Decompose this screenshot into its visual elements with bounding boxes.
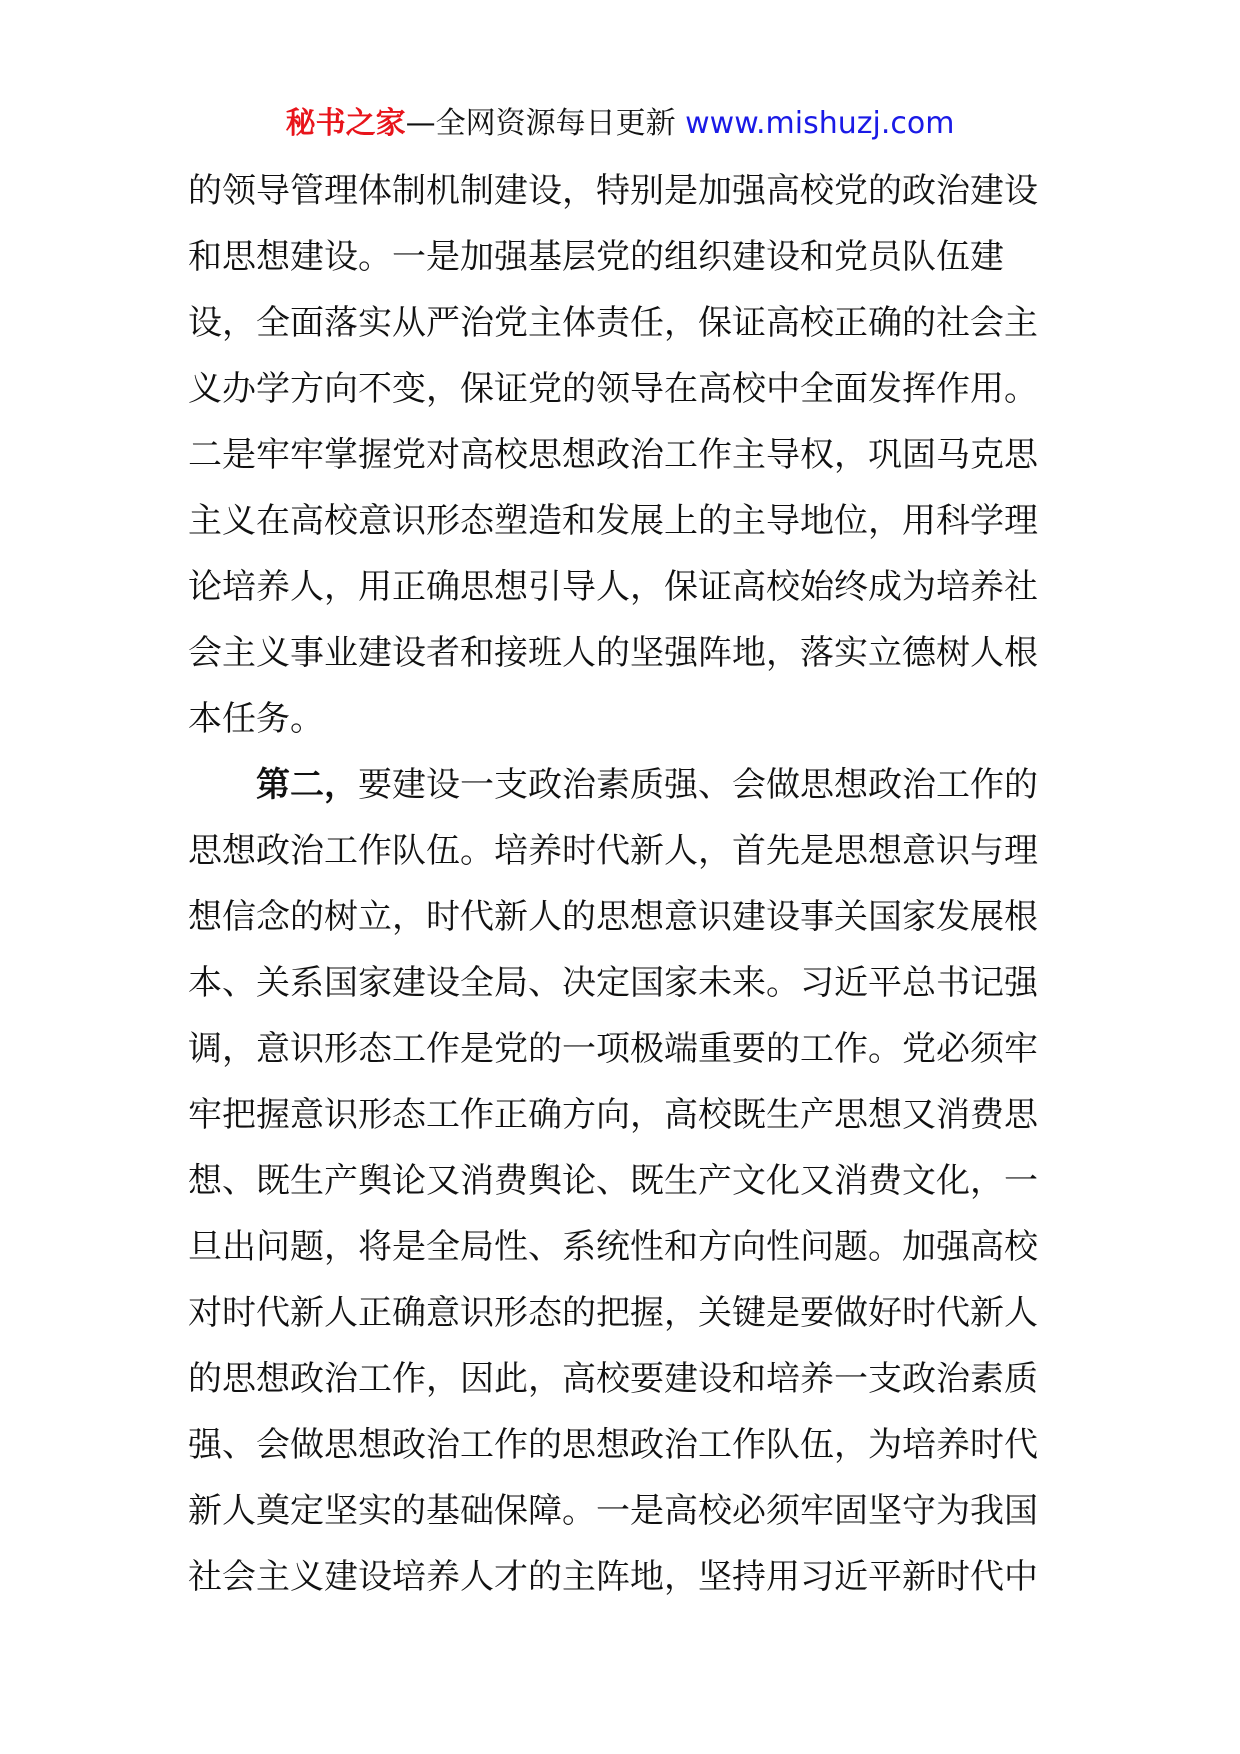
text-line: 新人奠定坚实的基础保障。一是高校必须牢固坚守为我国 <box>188 1491 1038 1531</box>
text-line: 想、既生产舆论又消费舆论、既生产文化又消费文化，一 <box>188 1161 1038 1201</box>
text-line: 论培养人，用正确思想引导人，保证高校始终成为培养社 <box>188 567 1038 607</box>
document-body <box>188 158 1056 1610</box>
header-tagline: —全网资源每日更新 <box>405 106 686 141</box>
paragraph-1 <box>188 158 1056 752</box>
text-line-first <box>188 752 1056 818</box>
text-line: 想信念的树立，时代新人的思想意识建设事关国家发展根 <box>188 897 1038 937</box>
brand-name: 秘书之家 <box>285 106 406 141</box>
text-line: 调，意识形态工作是党的一项极端重要的工作。党必须牢 <box>188 1029 1038 1069</box>
text-line: 牢把握意识形态工作正确方向，高校既生产思想又消费思 <box>188 1095 1038 1135</box>
text-line: 本任务。 <box>188 699 324 739</box>
site-url-link[interactable]: www.mishuzj.com <box>685 106 955 141</box>
text-line: 会主义事业建设者和接班人的坚强阵地，落实立德树人根 <box>188 633 1038 673</box>
text-line: 的领导管理体制机制建设，特别是加强高校党的政治建设 <box>188 171 1038 211</box>
text-line: 本、关系国家建设全局、决定国家未来。习近平总书记强 <box>188 963 1038 1003</box>
text-line: 社会主义建设培养人才的主阵地，坚持用习近平新时代中 <box>188 1557 1038 1597</box>
text-line: 设，全面落实从严治党主体责任，保证高校正确的社会主 <box>188 303 1038 343</box>
text-line: 二是牢牢掌握党对高校思想政治工作主导权，巩固马克思 <box>188 435 1038 475</box>
text-line: 主义在高校意识形态塑造和发展上的主导地位，用科学理 <box>188 501 1038 541</box>
site-header <box>0 104 1240 144</box>
text-line: 对时代新人正确意识形态的把握，关键是要做好时代新人 <box>188 1293 1038 1333</box>
text-line: 旦出问题，将是全局性、系统性和方向性问题。加强高校 <box>188 1227 1038 1267</box>
text-line: 强、会做思想政治工作的思想政治工作队伍，为培养时代 <box>188 1425 1038 1465</box>
text-line: 和思想建设。一是加强基层党的组织建设和党员队伍建 <box>188 237 1004 277</box>
paragraph-lead: 第二， <box>256 765 358 805</box>
text-line: 义办学方向不变，保证党的领导在高校中全面发挥作用。 <box>188 369 1038 409</box>
paragraph-lead-rest: 要建设一支政治素质强、会做思想政治工作的 <box>358 765 1038 805</box>
text-line: 的思想政治工作，因此，高校要建设和培养一支政治素质 <box>188 1359 1038 1399</box>
text-line: 思想政治工作队伍。培养时代新人，首先是思想意识与理 <box>188 831 1038 871</box>
paragraph-2 <box>188 752 1056 1610</box>
